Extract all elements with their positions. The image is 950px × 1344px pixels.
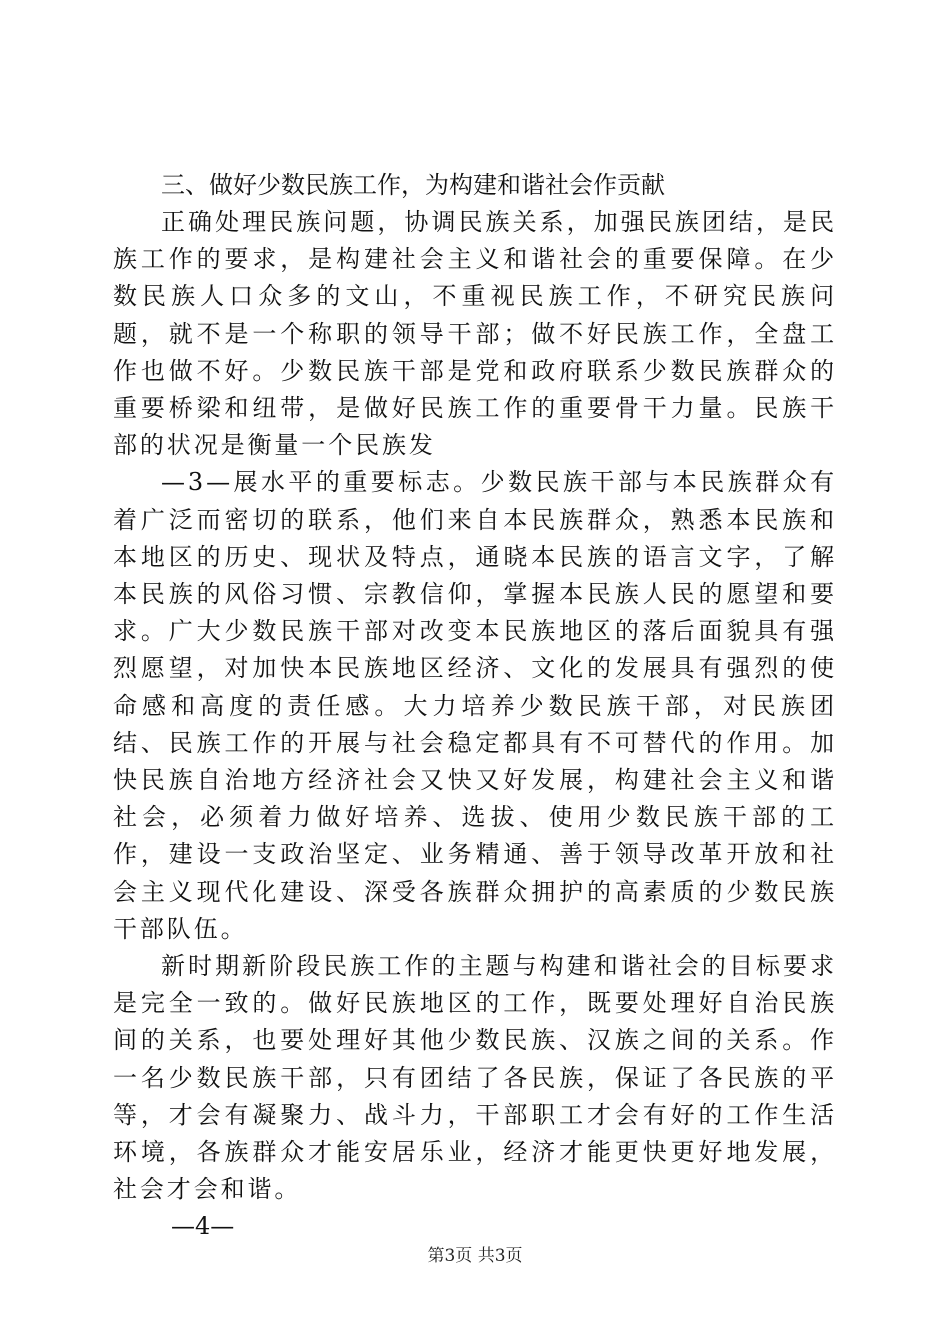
document-body	[113, 167, 837, 1245]
paragraph-1: 正确处理民族问题，协调民族关系，加强民族团结，是民族工作的要求，是构建社会主义和谐社会的重要保障。在少数民族人口众多的文山，不重视民族工作，不研究民族问题，就不是一个称职的领导干部；做不好民族工作，全盘工作也做不好。少数民族干部是党和政府联系少数民族群众的重要桥梁和纽带，是做好民族工作的重要骨干力量。民族干部的状况是衡量一个民族发	[113, 208, 837, 460]
section-heading: 三、做好少数民族工作，为构建和谐社会作贡献	[161, 171, 665, 199]
paragraph-2: —3—展水平的重要标志。少数民族干部与本民族群众有着广泛而密切的联系，他们来自本民族群众，熟悉本民族和本地区的历史、现状及特点，通晓本民族的语言文字，了解本民族的风俗习惯、宗教信仰，掌握本民族人民的愿望和要求。广大少数民族干部对改变本民族地区的落后面貌具有强烈愿望，对加快本民族地区经济、文化的发展具有强烈的使命感和高度的责任感。大力培养少数民族干部，对民族团结、民族工作的开展与社会稳定都具有不可替代的作用。加快民族自治地方经济社会又快又好发展，构建社会主义和谐社会，必须着力做好培养、选拔、使用少数民族干部的工作，建设一支政治坚定、业务精通、善于领导改革开放和社会主义现代化建设、深受各族群众拥护的高素质的少数民族干部队伍。	[113, 468, 837, 943]
inline-page-marker: —4—	[171, 1212, 235, 1241]
page-footer: 第3页 共3页	[427, 1246, 523, 1266]
paragraph-3: 新时期新阶段民族工作的主题与构建和谐社会的目标要求是完全一致的。做好民族地区的工作，既要处理好自治民族间的关系，也要处理好其他少数民族、汉族之间的关系。作一名少数民族干部，只有团结了各民族，保证了各民族的平等，才会有凝聚力、战斗力，干部职工才会有好的工作生活环境，各族群众才能安居乐业，经济才能更快更好地发展，社会才会和谐。	[113, 952, 837, 1204]
